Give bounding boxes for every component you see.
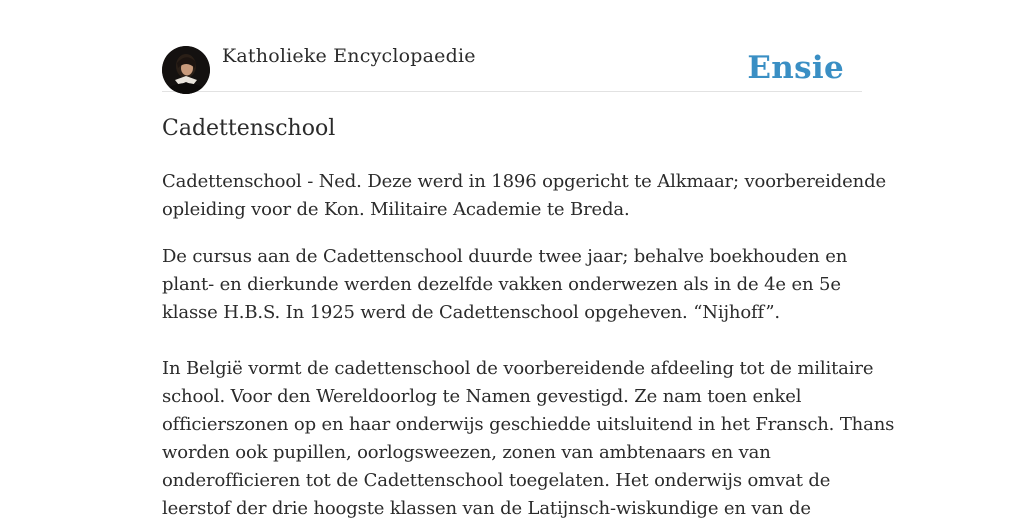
article-title: Cadettenschool (162, 116, 336, 141)
paragraph-line: opleiding voor de Kon. Militaire Academie te Breda. (162, 199, 630, 220)
paragraph-line: school. Voor den Wereldoorlog te Namen gevestigd. Ze nam toen enkel (162, 386, 802, 407)
article-paragraph (162, 243, 862, 327)
paragraph-line: plant- en dierkunde werden dezelfde vakken onderwezen als in de 4e en 5e (162, 274, 841, 295)
paragraph-line: In België vormt de cadettenschool de voorbereidende afdeeling tot de militaire (162, 358, 874, 379)
paragraph-line: officierszonen op en haar onderwijs geschiedde uitsluitend in het Fransch. Thans (162, 414, 895, 435)
paragraph-line: klasse H.B.S. In 1925 werd de Cadettenschool opgeheven. “Nijhoff”. (162, 302, 780, 323)
paragraph-line: De cursus aan de Cadettenschool duurde twee jaar; behalve boekhouden en (162, 246, 848, 267)
brand-logo[interactable]: Ensie (747, 50, 844, 86)
paragraph-line: Cadettenschool - Ned. Deze werd in 1896 opgericht te Alkmaar; voorbereidende (162, 171, 886, 192)
site-header (162, 0, 862, 92)
site-title[interactable]: Katholieke Encyclopaedie (222, 45, 476, 67)
paragraph-line: worden ook pupillen, oorlogsweezen, zonen van ambtenaars en van (162, 442, 771, 463)
avatar[interactable] (162, 46, 210, 94)
article-paragraph (162, 355, 895, 523)
paragraph-line: onderofficieren tot de Cadettenschool toegelaten. Het onderwijs omvat de (162, 470, 831, 491)
paragraph-line: leerstof der drie hoogste klassen van de Latijnsch-wiskundige en van de (162, 498, 811, 519)
article-paragraph (162, 168, 886, 224)
portrait-icon (162, 46, 210, 94)
page (162, 0, 895, 519)
